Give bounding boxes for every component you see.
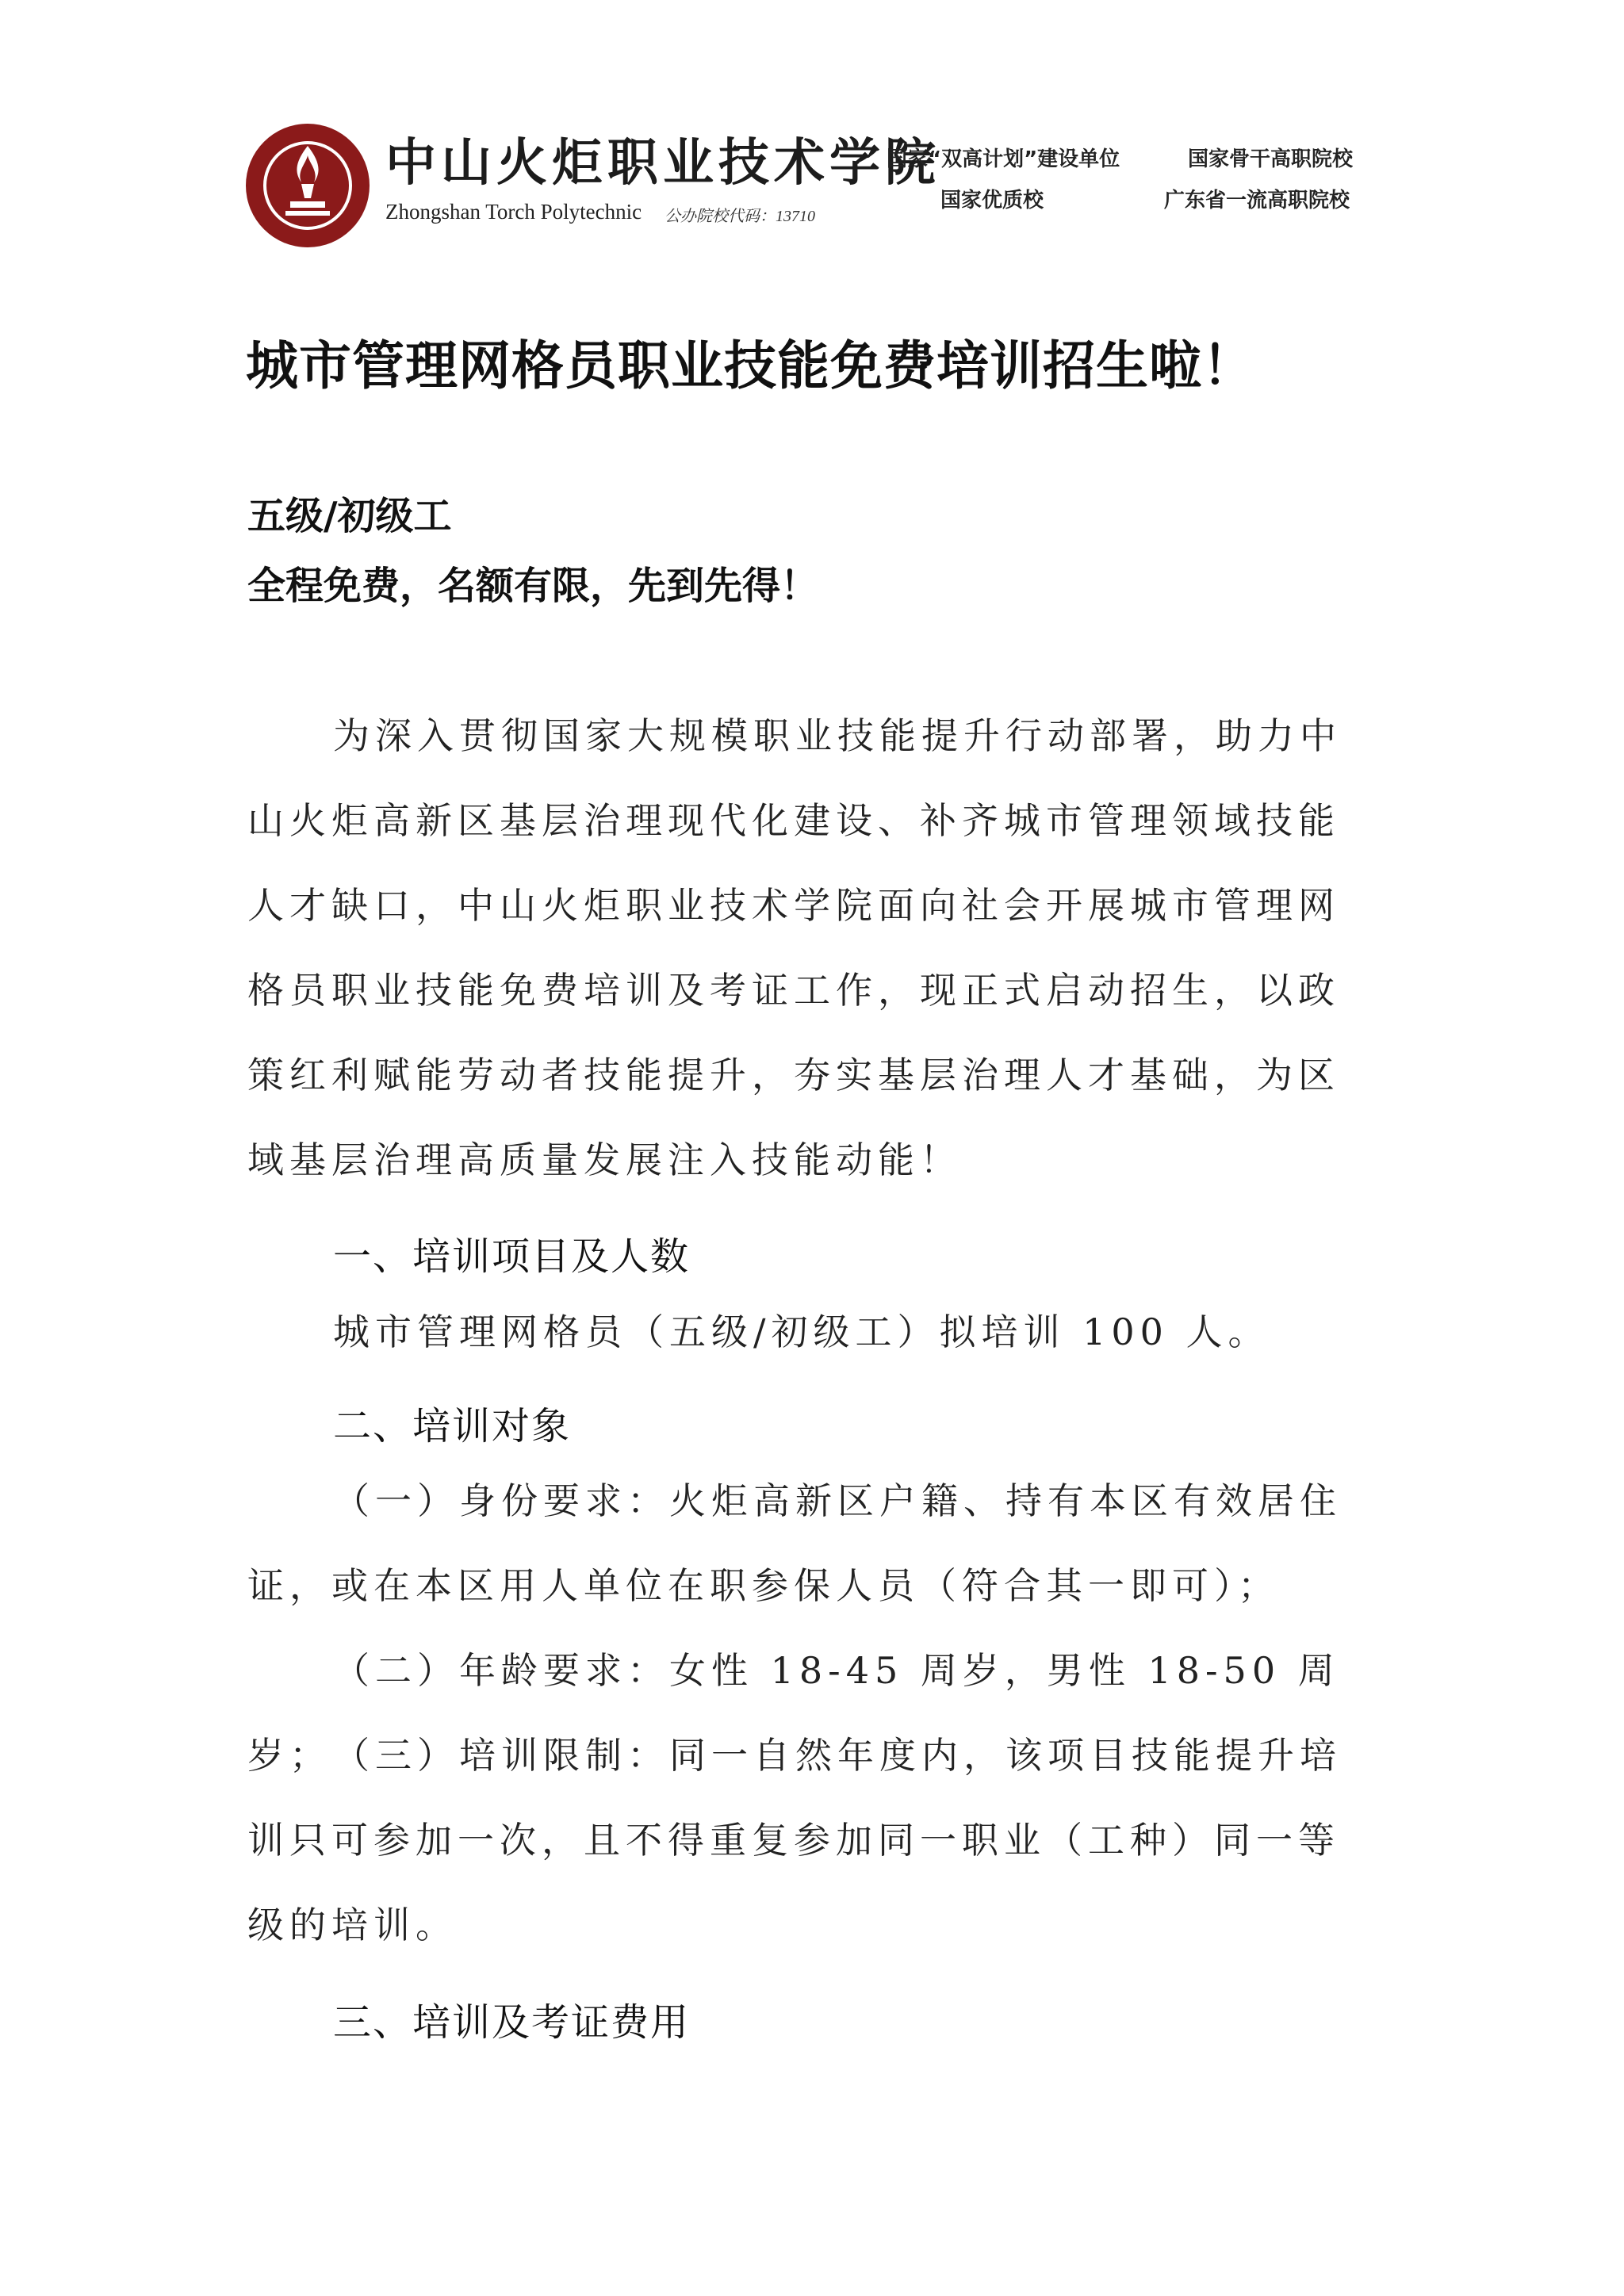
project-paragraph: 城市管理网格员（五级/初级工）拟培训 100 人。 bbox=[333, 1311, 1270, 1353]
training-limit: （三）培训限制：同一自然年度内，该项目技能提升培训只可参加一次，且不得重复参加同一职业（工种）同一等级的培训。 bbox=[247, 1734, 1342, 1946]
intro-paragraph: 为深入贯彻国家大规模职业技能提升行动部署，助力中山火炬高新区基层治理现代化建设、补齐城市管理领域技能人才缺口，中山火炬职业技术学院面向社会开展城市管理网格员职业技能免费培训及考证工作，现正式启动招生，以政策红利赋能劳动者技能提升，夯实基层治理人才基础，为区域基层治理高质量发展注入技能动能！ bbox=[247, 714, 1342, 1181]
slogan-subtitle: 全程免费，名额有限，先到先得！ bbox=[247, 564, 819, 608]
level-subtitle: 五级/初级工 bbox=[247, 494, 452, 538]
honor-item: 国家“双高计划”建设单位 bbox=[887, 147, 1120, 171]
school-code: 公办院校代码：13710 bbox=[665, 208, 815, 225]
school-name-en: Zhongshan Torch Polytechnic bbox=[385, 200, 642, 224]
school-seal-logo bbox=[244, 122, 371, 249]
honor-list bbox=[887, 143, 1378, 238]
school-name-cn: 中山火炬职业技术学院 bbox=[385, 133, 940, 193]
section-heading-target: 二、培训对象 bbox=[333, 1404, 572, 1448]
section-heading-project: 一、培训项目及人数 bbox=[333, 1234, 691, 1279]
honor-item: 广东省一流高职院校 bbox=[1164, 189, 1350, 212]
letterhead bbox=[244, 119, 1378, 254]
identity-requirement: （一）身份要求：火炬高新区户籍、持有本区有效居住证，或在本区用人单位在职参保人员（符合其一即可）； bbox=[247, 1479, 1342, 1607]
honor-item: 国家骨干高职院校 bbox=[1188, 147, 1354, 171]
honor-item: 国家优质校 bbox=[940, 189, 1044, 212]
age-requirement: （二）年龄要求：女性 18-45 周岁，男性 18-50 周岁； bbox=[247, 1649, 1340, 1777]
section-heading-fee: 三、培训及考证费用 bbox=[333, 2000, 691, 2045]
page-title: 城市管理网格员职业技能免费培训招生啦！ bbox=[246, 335, 1255, 396]
